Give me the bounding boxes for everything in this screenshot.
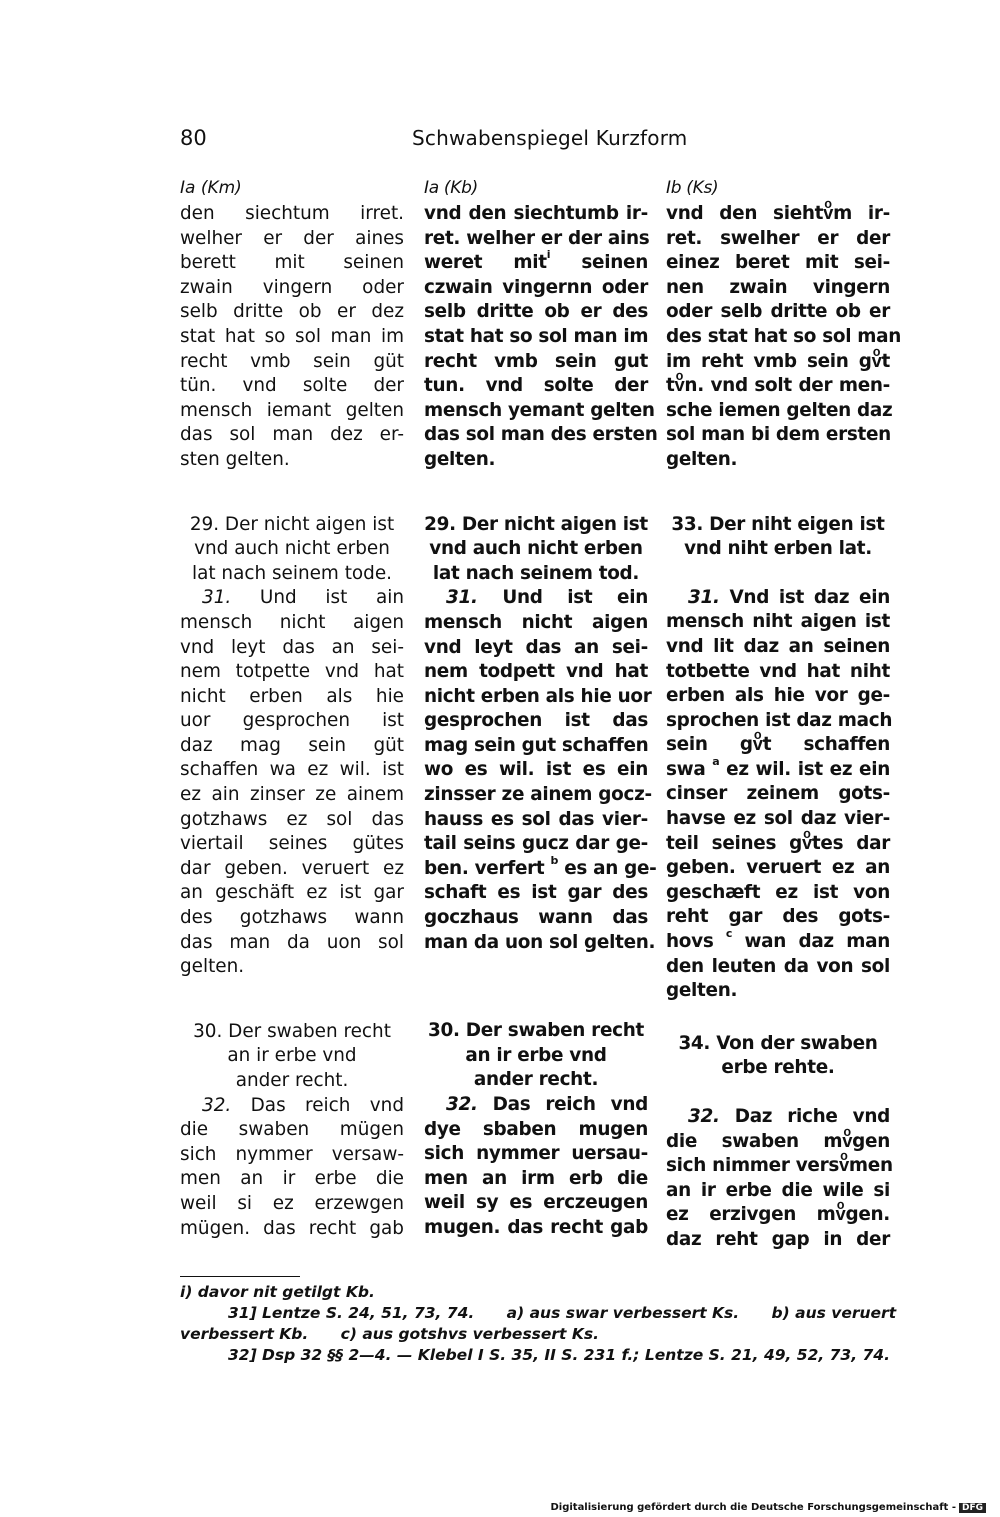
article-heading: 30. Der swaben recht xyxy=(428,1020,644,1042)
text-line: zinsser ze ainem gocz- xyxy=(424,784,652,806)
text-line: dye sbaben mugen xyxy=(424,1118,648,1140)
footnote: i) davor nit getilgt Kb. xyxy=(180,1283,375,1301)
text-line: die swaben mvͦgen xyxy=(666,1130,890,1152)
text-line: gelten. xyxy=(666,448,738,470)
text-line: totbette vnd hat niht xyxy=(666,660,890,682)
text-line: man da uon sol gelten. xyxy=(424,931,656,953)
text-line: hauss es sol das vier- xyxy=(424,808,648,830)
text-line: die swaben mügen xyxy=(180,1119,404,1141)
footnote: 32] Dsp 32 §§ 2—4. — Klebel I S. 35, II S. 231 f.; Lentze S. 21, 49, 52, 73, 74. xyxy=(228,1346,890,1364)
text-line: vnd leyt das an sei- xyxy=(180,636,404,658)
text-line: tvͦn. vnd solt der men- xyxy=(666,375,890,397)
article-number: 31. xyxy=(446,587,478,609)
text-line: an geschäft ez ist gar xyxy=(180,882,404,904)
footnote-mark: a xyxy=(712,754,720,768)
text-block-intro xyxy=(180,202,404,473)
text-line: czwain vingernn oder xyxy=(424,276,648,298)
text-line: nicht erben als hie uor xyxy=(424,685,652,707)
text-line: gesprochen ist das xyxy=(424,710,648,732)
text-line: reht gar des gots- xyxy=(666,906,890,928)
article-heading: 33. Der niht eigen ist xyxy=(671,513,885,535)
text-line xyxy=(424,1093,648,1118)
column-ks xyxy=(666,176,902,1253)
footnote-rule xyxy=(180,1276,300,1277)
text-line: das sol man des ersten xyxy=(424,424,658,446)
text-line: goczhaus wann das xyxy=(424,907,648,929)
text-line: stat hat so sol man im xyxy=(180,325,404,347)
text-line: welher er der aines xyxy=(180,227,404,249)
text-line xyxy=(666,586,890,611)
text-line: vnd den siehtvͦm ir- xyxy=(666,203,890,224)
text-line: mag sein gut schaffen xyxy=(424,734,649,756)
text-line: nem todpett vnd hat xyxy=(424,661,648,683)
text-line: des gotzhaws wann xyxy=(180,907,404,929)
text-line-rest: Und ist ain xyxy=(259,587,404,609)
text-line: weil sy es erczeugen xyxy=(424,1192,648,1214)
footnotes xyxy=(180,1282,897,1366)
text-line-rest: Vnd ist daz ein xyxy=(729,586,890,608)
footnote-mark: i xyxy=(546,248,551,262)
text-line: sich nymmer versaw- xyxy=(180,1143,404,1165)
page-header xyxy=(180,126,890,156)
text-line-rest: Das reich vnd xyxy=(492,1094,648,1115)
text-line: nem totpette vnd hat xyxy=(180,661,404,683)
text-line: mügen. das recht gab xyxy=(180,1217,404,1239)
text-line: mensch nicht aigen xyxy=(424,611,648,633)
text-line: schaft es ist gar des xyxy=(424,882,648,904)
text-line: tun. vnd solte der xyxy=(424,375,648,397)
text-line: sprochen ist daz mach xyxy=(666,709,893,731)
article-heading: 34. Von der swaben xyxy=(678,1032,878,1054)
text-line: das sol man dez er- xyxy=(180,424,404,446)
text-line: gotzhaws ez sol das xyxy=(180,808,404,830)
text-line: mensch niht aigen ist xyxy=(666,611,890,633)
column-siglum: Ib (Ks) xyxy=(666,178,719,198)
text-line: vnd lit daz an seinen xyxy=(666,635,890,657)
article-heading: an ir erbe vnd xyxy=(227,1045,357,1067)
text-line: teil seines gvͦtes dar xyxy=(666,832,890,854)
article-heading: vnd niht erben lat. xyxy=(684,538,872,560)
article-heading: ander recht. xyxy=(235,1070,349,1091)
text-line: oder selb dritte ob er xyxy=(666,301,890,323)
text-line: nen zwain vingern xyxy=(666,276,890,298)
text-line: sten gelten. xyxy=(180,448,290,470)
text-line: tün. vnd solte der xyxy=(180,375,404,397)
text-block-intro xyxy=(666,202,902,473)
article-heading: lat nach seinem tode. xyxy=(191,562,392,584)
article-30-block xyxy=(180,1020,404,1241)
text-line xyxy=(666,1105,890,1130)
article-heading: ander recht. xyxy=(473,1069,599,1091)
text-line: im reht vmb sein gvͦt xyxy=(666,350,890,372)
article-33-block xyxy=(666,513,893,1004)
text-line: weret mit$^i$ seinen xyxy=(424,248,648,274)
article-heading: 29. Der nicht aigen ist xyxy=(189,513,395,535)
text-line: ez erzivgen mvͦgen. xyxy=(666,1204,890,1226)
text-line: mensch iemant gelten xyxy=(180,399,404,421)
text-line xyxy=(424,586,648,611)
article-number: 32. xyxy=(202,1094,232,1116)
text-line: havse ez sol daz vier- xyxy=(666,808,890,830)
text-line xyxy=(180,1094,404,1119)
text-line: stat hat so sol man im xyxy=(424,325,649,347)
text-line: ez ain zinser ze ainem xyxy=(180,784,404,806)
text-line: mensch nicht aigen xyxy=(180,611,404,633)
dfg-logo: DFG xyxy=(959,1503,986,1513)
text-line: berett mit seinen xyxy=(180,252,404,274)
text-line: selb dritte ob er dez xyxy=(180,301,404,323)
column-kb xyxy=(424,176,658,1241)
article-heading: erbe rehte. xyxy=(721,1057,835,1079)
article-34-block xyxy=(666,1032,893,1253)
running-title: Schwabenspiegel Kurzform xyxy=(412,126,688,150)
page-number: 80 xyxy=(180,126,207,150)
dfg-credit xyxy=(550,1502,986,1513)
footnote-mark: c xyxy=(725,926,733,940)
text-line: sich nymmer uersau- xyxy=(424,1143,648,1165)
article-heading: lat nach seinem tod. xyxy=(432,562,640,584)
text-block-intro xyxy=(424,202,658,473)
text-line-rest: Und ist ein xyxy=(502,587,648,609)
text-line: recht vmb sein güt xyxy=(180,350,404,372)
text-line: mugen. das recht gab xyxy=(424,1216,648,1238)
text-line: wo es wil. ist es ein xyxy=(424,759,648,781)
text-line: geschæft ez ist von xyxy=(666,881,890,903)
text-line: viertail seines gütes xyxy=(180,833,404,855)
text-line: den leuten da von sol xyxy=(666,955,890,977)
article-heading: 29. Der nicht aigen ist xyxy=(424,513,648,535)
text-line: hovs $^c$ wan daz man xyxy=(666,926,890,953)
text-line-rest: Das reich vnd xyxy=(250,1094,404,1116)
footnote: verbessert Kb. c) aus gotshvs verbessert Ks. xyxy=(180,1325,599,1343)
text-line: an ir erbe die wile si xyxy=(666,1179,890,1201)
text-line: vnd leyt das an sei- xyxy=(424,636,648,658)
article-29-block xyxy=(180,513,404,980)
article-heading: vnd auch nicht erben xyxy=(429,538,643,560)
text-line: weil si ez erzewgen xyxy=(180,1192,404,1214)
text-line: sein gvͦt schaffen xyxy=(666,734,890,756)
text-line: mensch yemant gelten xyxy=(424,399,655,421)
text-line: daz reht gap in der xyxy=(666,1228,890,1250)
text-line: dar geben. veruert ez xyxy=(180,857,404,879)
credit-text: Digitalisierung gefördert durch die Deutsche Forschungsgemeinschaft - xyxy=(550,1502,956,1513)
text-line: geben. veruert ez an xyxy=(666,857,890,879)
article-number: 32. xyxy=(688,1106,720,1127)
text-line: cinser zeinem gots- xyxy=(666,783,890,805)
text-line: men an irm erb die xyxy=(424,1167,648,1189)
text-line: gelten. xyxy=(180,956,245,978)
text-line: zwain vingern oder xyxy=(180,276,404,298)
article-heading: an ir erbe vnd xyxy=(465,1044,607,1066)
text-line: gelten. xyxy=(424,448,496,470)
column-siglum: Ia (Kb) xyxy=(424,178,478,198)
text-line-rest: Daz riche vnd xyxy=(734,1106,890,1127)
text-line: einez beret mit sei- xyxy=(666,252,890,274)
text-line: tail seins gucz dar ge- xyxy=(424,833,648,855)
text-line: ret. swelher er der xyxy=(666,227,890,249)
article-number: 32. xyxy=(446,1094,478,1115)
article-number: 31. xyxy=(202,587,232,609)
text-line: sich nimmer versvͦmen xyxy=(666,1155,893,1177)
footnote-mark: b xyxy=(550,853,559,867)
text-line: des stat hat so sol man xyxy=(666,325,902,347)
article-30-block xyxy=(424,1019,648,1240)
text-line: sol man bi dem ersten xyxy=(666,424,891,446)
text-line: uor gesprochen ist xyxy=(180,710,404,732)
text-line: den siechtum irret. xyxy=(180,203,404,224)
text-line: gelten. xyxy=(666,980,738,1002)
column-km xyxy=(180,176,404,1241)
text-line: das man da uon sol xyxy=(180,931,404,953)
text-line: daz mag sein güt xyxy=(180,734,404,756)
article-29-block xyxy=(424,513,657,956)
text-line: ret. welher er der ains xyxy=(424,227,650,249)
text-line: vnd den siechtumb ir- xyxy=(424,203,648,224)
text-line xyxy=(180,586,404,611)
text-line: men an ir erbe die xyxy=(180,1168,404,1190)
column-siglum: Ia (Km) xyxy=(180,178,242,198)
footnote: 31] Lentze S. 24, 51, 73, 74. a) aus swar verbessert Ks. b) aus veruert xyxy=(228,1304,897,1322)
text-line: sche iemen gelten daz xyxy=(666,399,893,421)
article-number: 31. xyxy=(688,586,720,608)
text-line: ben. verfert $^b$ es an ge- xyxy=(424,853,657,879)
text-line: nicht erben als hie xyxy=(180,685,404,707)
text-line: selb dritte ob er des xyxy=(424,301,648,323)
article-heading: 30. Der swaben recht xyxy=(193,1020,391,1042)
text-line: swa $^a$ ez wil. ist ez ein xyxy=(666,754,890,780)
article-heading: vnd auch nicht erben xyxy=(194,538,390,560)
text-line: erben als hie vor ge- xyxy=(666,685,890,707)
text-line: recht vmb sein gut xyxy=(424,350,648,372)
text-line: schaffen wa ez wil. ist xyxy=(180,759,404,781)
